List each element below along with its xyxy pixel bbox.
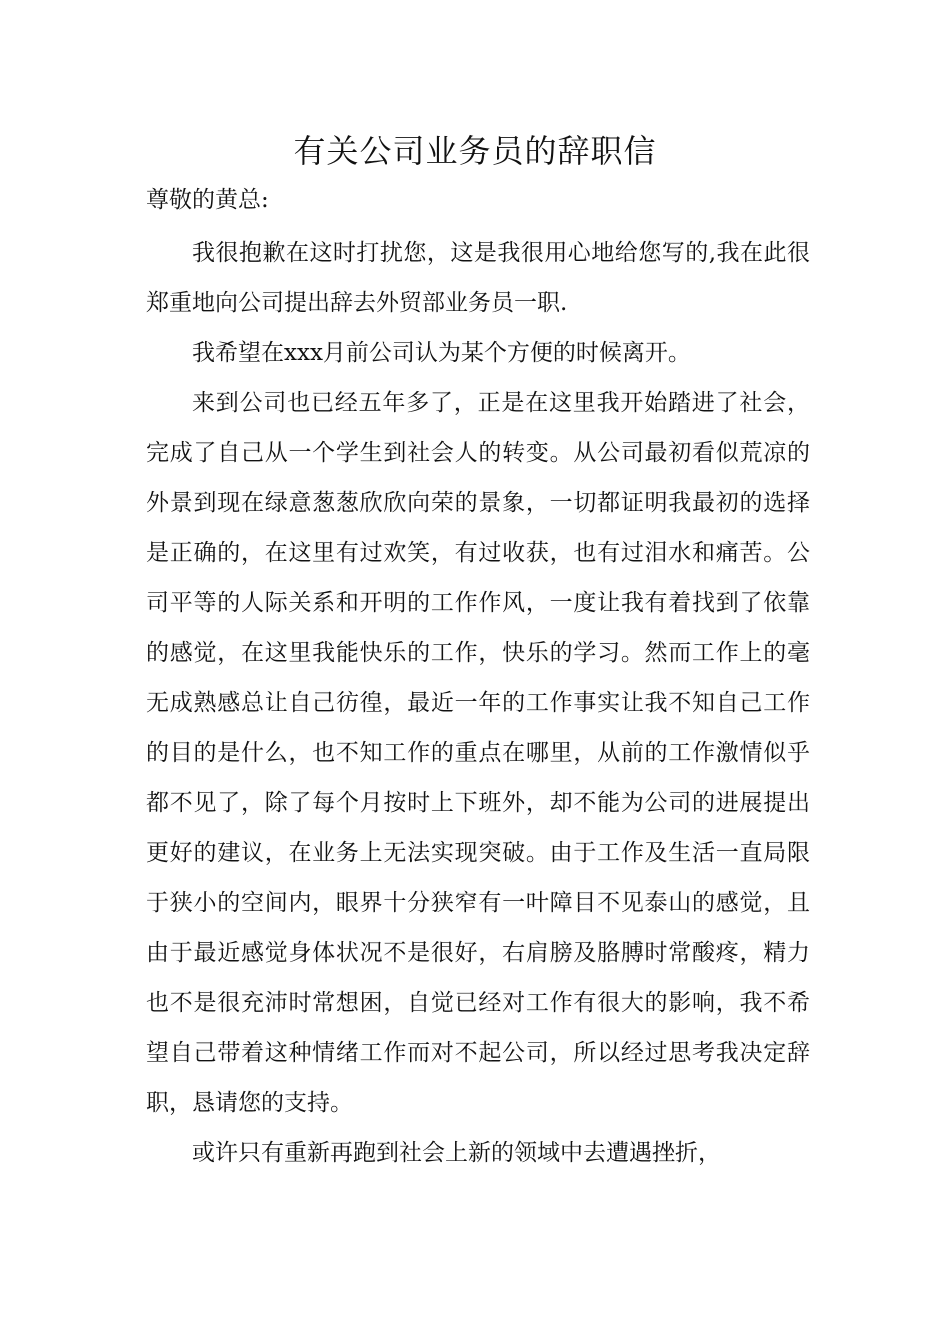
letter-body	[146, 228, 810, 1178]
salutation: 尊敬的黄总:	[146, 187, 269, 213]
paragraph: 我希望在xxx月前公司认为某个方便的时候离开。	[192, 340, 691, 366]
document-title: 有关公司业务员的辞职信	[293, 132, 657, 170]
paragraph: 或许只有重新再跑到社会上新的领域中去遭遇挫折，	[192, 1140, 721, 1166]
paragraph: 我很抱歉在这时打扰您，这是我很用心地给您写的,我在此很郑重地向公司提出辞去外贸部业务员一职.	[146, 240, 810, 316]
paragraph: 来到公司也已经五年多了，正是在这里我开始踏进了社会，完成了自己从一个学生到社会人的转变。从公司最初看似荒凉的外景到现在绿意葱葱欣欣向荣的景象，一切都证明我最初的选择是正确的，在这里有过欢笑，有过收获，也有过泪水和痛苦。公司平等的人际关系和开明的工作作风，一度让我有着找到了依靠的感觉，在这里我能快乐的工作，快乐的学习。然而工作上的毫无成熟感总让自己彷徨，最近一年的工作事实让我不知自己工作的目的是什么，也不知工作的重点在哪里，从前的工作激情似乎都不见了，除了每个月按时上下班外，却不能为公司的进展提出更好的建议，在业务上无法实现突破。由于工作及生活一直局限于狭小的空间内，眼界十分狭窄有一叶障目不见泰山的感觉，且由于最近感觉身体状况不是很好，右肩膀及胳膊时常酸疼，精力也不是很充沛时常想困，自觉已经对工作有很大的影响，我不希望自己带着这种情绪工作而对不起公司，所以经过思考我决定辞职，恳请您的支持。	[146, 390, 810, 1116]
